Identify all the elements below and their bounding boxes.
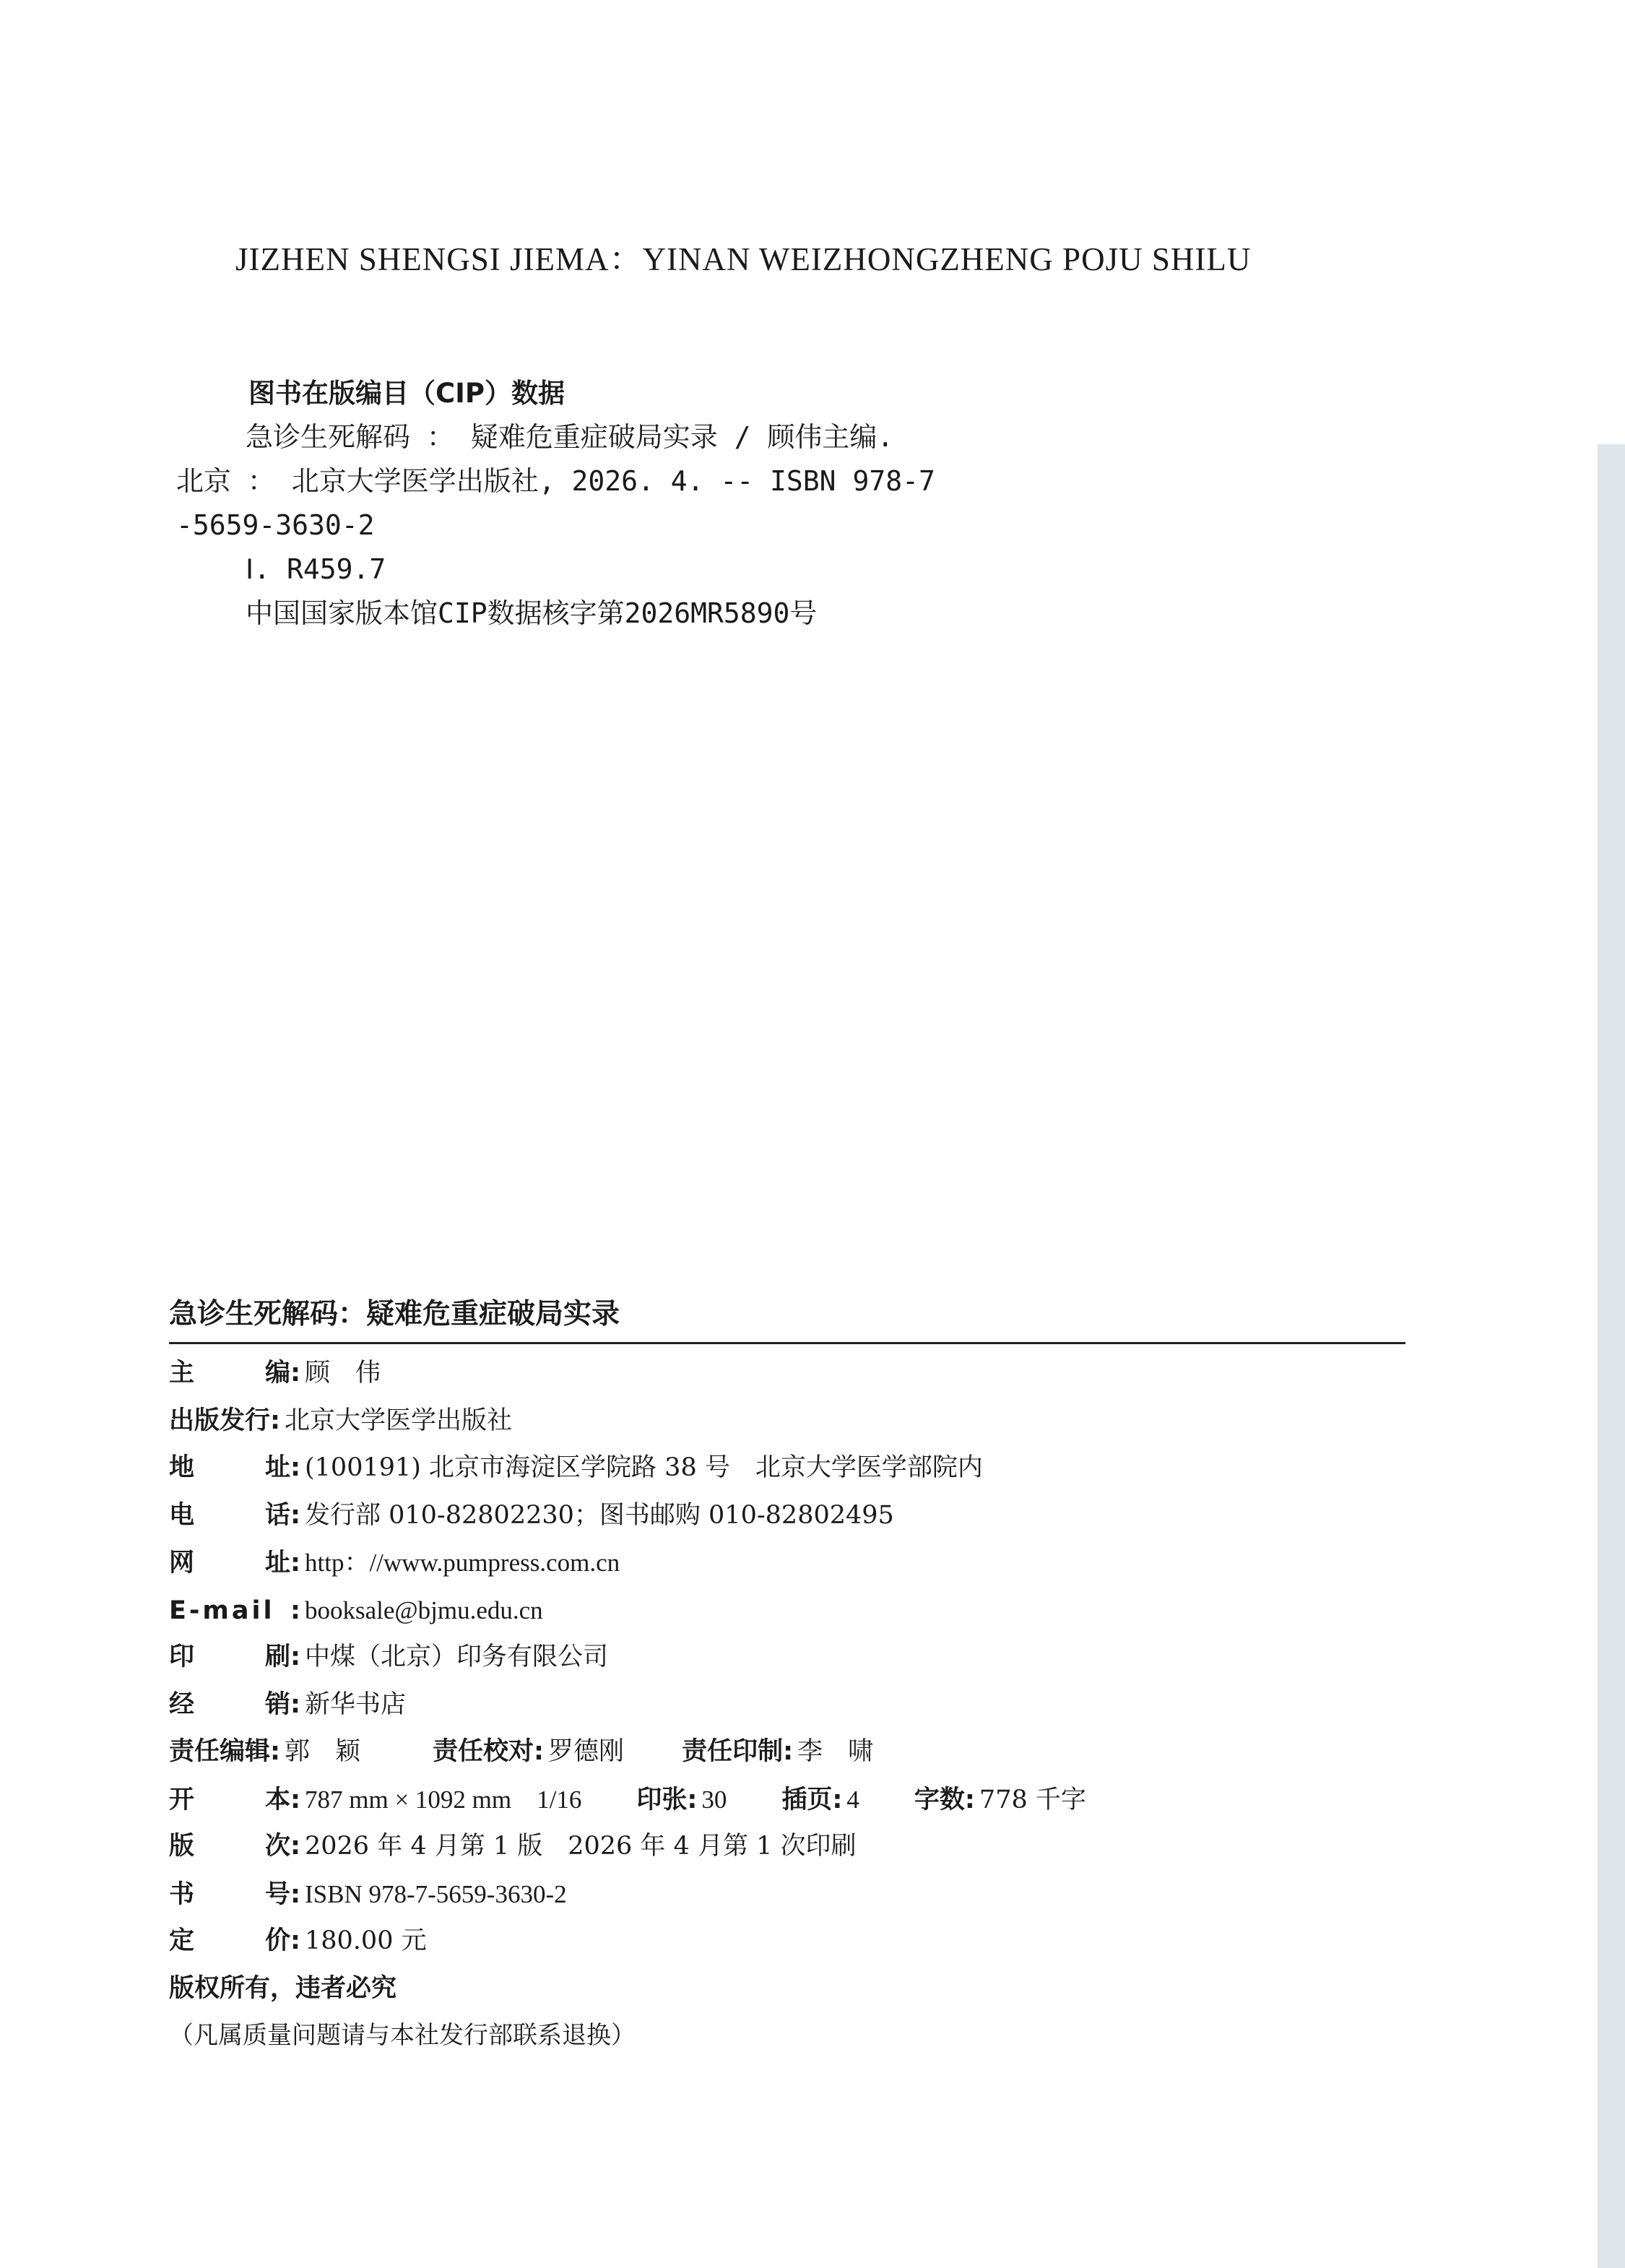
row-staff: 责任编辑 : 郭 颖 责任校对 : 罗德刚 责任印制 : 李 啸 — [169, 1728, 1405, 1776]
row-isbn: 书 号 : ISBN 978-7-5659-3630-2 — [169, 1871, 1405, 1918]
value-edition: 2026 年 4 月第 1 版 2026 年 4 月第 1 次印刷 — [305, 1832, 857, 1861]
cip-line-verification: 中国国家版本馆CIP数据核字第2026MR5890号 — [246, 597, 818, 629]
cip-line-isbn-cont: -5659-3630-2 — [176, 509, 375, 541]
colophon — [169, 1293, 1405, 2059]
label-word-count: 字数 — [914, 1785, 965, 1814]
cip-block — [176, 372, 1043, 636]
value-email: booksale@bjmu.edu.cn — [305, 1596, 543, 1624]
value-printer: 中煤（北京）印务有限公司 — [305, 1642, 609, 1671]
title-rule — [169, 1342, 1405, 1344]
label-print-manager: 责任印制 — [682, 1737, 784, 1766]
cip-line-title: 急诊生死解码 ： 疑难危重症破局实录 / 顾伟主编. — [246, 421, 894, 453]
copyright-notice: 版权所有，违者必究 — [169, 1973, 397, 2003]
cip-heading: 图书在版编目（CIP）数据 — [248, 378, 566, 409]
value-address: (100191) 北京市海淀区学院路 38 号 北京大学医学部院内 — [305, 1453, 983, 1482]
value-format-size: 787 mm × 1092 mm 1/16 — [305, 1785, 582, 1814]
colophon-book-title: 急诊生死解码：疑难危重症破局实录 — [169, 1298, 620, 1330]
side-edge-strip — [1598, 444, 1625, 2268]
label-price: 定 价 — [169, 1926, 290, 1955]
row-distributor: 经 销 : 新华书店 — [169, 1681, 1405, 1729]
value-editor: 顾 伟 — [305, 1359, 381, 1388]
value-phone: 发行部 010-82802230；图书邮购 010-82802495 — [305, 1500, 894, 1530]
cip-line-publisher: 北京 ： 北京大学医学出版社, 2026. 4. -- ISBN 978-7 — [176, 465, 935, 497]
label-plates: 插页 — [781, 1785, 833, 1814]
label-editor: 主 编 — [169, 1359, 290, 1388]
return-policy-note: （凡属质量问题请与本社发行部联系退换） — [169, 2020, 636, 2050]
row-editor: 主 编 : 顾 伟 — [169, 1350, 1405, 1398]
value-isbn: ISBN 978-7-5659-3630-2 — [305, 1879, 567, 1908]
cip-line-classification: Ⅰ. R459.7 — [246, 553, 386, 585]
label-address: 地 址 — [169, 1453, 290, 1482]
label-website: 网 址 — [169, 1549, 290, 1577]
row-format: 开 本 : 787 mm × 1092 mm 1/16 印张 : 30 插页 : 4 字数 : 778 千字 — [169, 1776, 1405, 1824]
label-isbn: 书 号 — [169, 1879, 290, 1909]
value-distributor: 新华书店 — [305, 1689, 407, 1719]
value-responsible-editor: 郭 颖 — [285, 1737, 361, 1766]
value-print-manager: 李 啸 — [797, 1737, 874, 1766]
row-address: 地 址 : (100191) 北京市海淀区学院路 38 号 北京大学医学部院内 — [169, 1445, 1405, 1492]
label-printer: 印 刷 — [169, 1642, 290, 1671]
label-publisher: 出版发行 — [169, 1406, 271, 1435]
row-price: 定 价 : 180.00 元 — [169, 1918, 1405, 1965]
value-plates: 4 — [846, 1785, 859, 1814]
label-email: E-mail — [169, 1596, 275, 1625]
value-proofreader: 罗德刚 — [548, 1737, 625, 1766]
row-email: E-mail : booksale@bjmu.edu.cn — [169, 1587, 1405, 1635]
label-format: 开 本 — [169, 1785, 290, 1814]
value-price: 180.00 元 — [305, 1926, 427, 1955]
label-edition: 版 次 — [169, 1832, 290, 1861]
value-sheets: 30 — [701, 1785, 727, 1814]
row-printer: 印 刷 : 中煤（北京）印务有限公司 — [169, 1634, 1405, 1681]
value-word-count: 778 千字 — [979, 1785, 1086, 1814]
row-phone: 电 话 : 发行部 010-82802230；图书邮购 010-82802495 — [169, 1492, 1405, 1540]
row-publisher: 出版发行 : 北京大学医学出版社 — [169, 1398, 1405, 1445]
label-responsible-editor: 责任编辑 — [169, 1737, 271, 1766]
row-website: 网 址 : http：//www.pumpress.com.cn — [169, 1539, 1405, 1587]
label-phone: 电 话 — [169, 1500, 290, 1530]
label-distributor: 经 销 — [169, 1689, 290, 1719]
label-sheets: 印张 — [636, 1785, 688, 1814]
value-publisher: 北京大学医学出版社 — [285, 1406, 513, 1435]
row-edition: 版 次 : 2026 年 4 月第 1 版 2026 年 4 月第 1 次印刷 — [169, 1823, 1405, 1871]
pinyin-title: JIZHEN SHENGSI JIEMA：YINAN WEIZHONGZHENG POJU SHILU — [235, 241, 1252, 277]
value-website: http：//www.pumpress.com.cn — [305, 1549, 620, 1577]
label-proofreader: 责任校对 — [433, 1737, 534, 1766]
